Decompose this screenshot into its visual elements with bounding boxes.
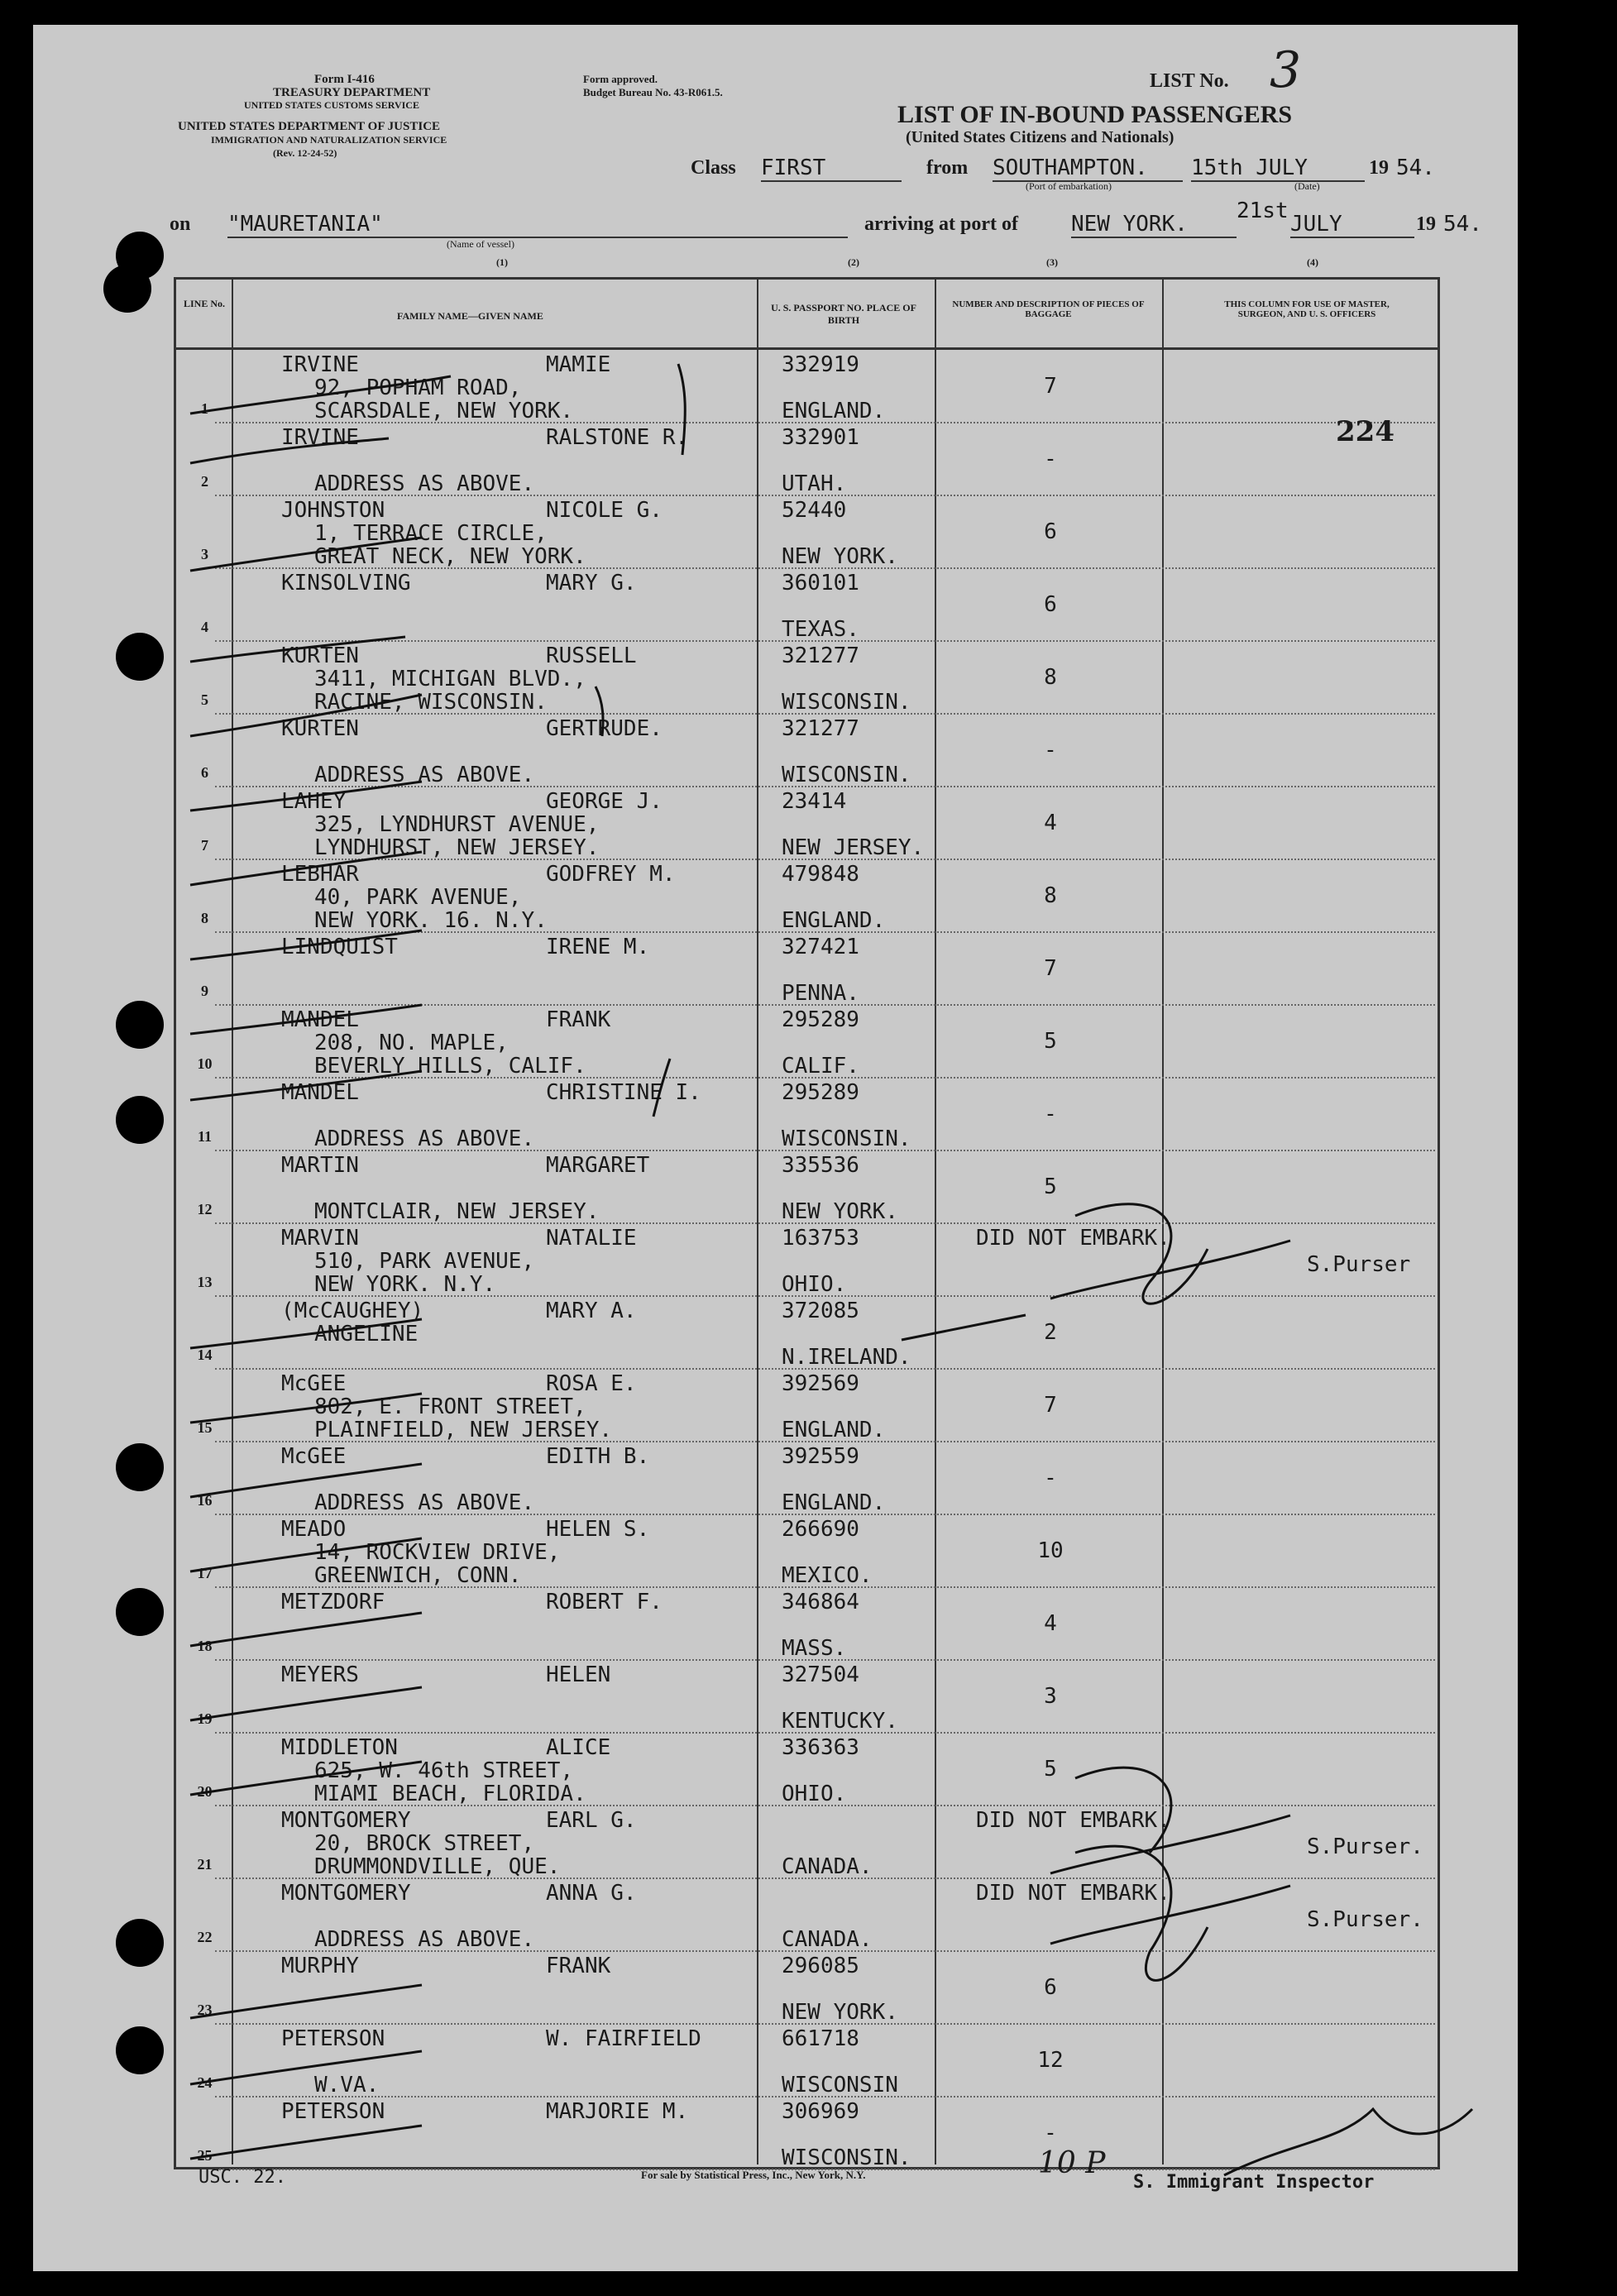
inspector-label: S. Immigrant Inspector	[1133, 2172, 1375, 2193]
arrival-port: NEW YORK.	[1071, 212, 1237, 238]
class-label: Class	[691, 157, 736, 179]
given-name: MARJORIE M.	[546, 2099, 689, 2124]
given-name: ALICE	[546, 1735, 611, 1760]
family-name: McGEE	[281, 1371, 347, 1396]
line-number: 7	[201, 837, 208, 854]
baggage-count: DID NOT EMBARK.	[976, 1881, 1170, 1906]
col-header-name: FAMILY NAME—GIVEN NAME	[397, 310, 543, 322]
column-number: (2)	[848, 256, 859, 268]
given-name: CHRISTINE I.	[546, 1080, 701, 1105]
check-mark	[190, 538, 422, 571]
baggage-count: DID NOT EMBARK.	[976, 1226, 1170, 1251]
passport-number: 346864	[782, 1590, 859, 1614]
address-line-2: MIAMI BEACH, FLORIDA.	[314, 1782, 586, 1806]
check-mark	[190, 1538, 422, 1571]
from-label: from	[926, 157, 969, 179]
address-line-1: 92, POPHAM ROAD,	[314, 375, 522, 400]
passport-number: 266690	[782, 1517, 859, 1542]
family-name: PETERSON	[281, 2099, 385, 2124]
place-of-birth: WISCONSIN.	[782, 763, 911, 787]
place-of-birth: KENTUCKY.	[782, 1709, 898, 1734]
place-of-birth: CANADA.	[782, 1927, 873, 1952]
class-value: FIRST	[761, 155, 902, 182]
port-caption: (Port of embarkation)	[1026, 180, 1112, 192]
address-line-2: GREENWICH, CONN.	[314, 1563, 522, 1588]
family-name: MARVIN	[281, 1226, 359, 1251]
address-line-2: GREAT NECK, NEW YORK.	[314, 544, 586, 569]
check-mark	[653, 1059, 670, 1117]
place-of-birth: NEW YORK.	[782, 2000, 898, 2025]
place-of-birth: NEW YORK.	[782, 544, 898, 569]
given-name: HELEN S.	[546, 1517, 650, 1542]
passport-number: 360101	[782, 571, 859, 596]
address-line-2: BEVERLY HILLS, CALIF.	[314, 1054, 586, 1079]
address-line-1: 208, NO. MAPLE,	[314, 1031, 509, 1055]
line-number: 11	[197, 1128, 212, 1145]
place-of-birth: WISCONSIN	[782, 2073, 898, 2097]
purser-signature	[1050, 1846, 1290, 1980]
revision: (Rev. 12-24-52)	[273, 147, 337, 159]
place-of-birth: WISCONSIN.	[782, 1126, 911, 1151]
place-of-birth: WISCONSIN.	[782, 690, 911, 715]
given-name: GEORGE J.	[546, 789, 663, 814]
document-title: LIST OF IN-BOUND PASSENGERS	[897, 101, 1293, 128]
form-code: USC. 22.	[199, 2167, 286, 2188]
given-name: NICOLE G.	[546, 498, 663, 523]
baggage-count: 7	[1044, 374, 1057, 399]
address-line-2: PLAINFIELD, NEW JERSEY.	[314, 1418, 613, 1442]
family-name: (McCAUGHEY)	[281, 1299, 424, 1323]
embark-date: 15th JULY	[1191, 155, 1365, 182]
line-number: 3	[201, 546, 208, 562]
purser-signature	[1050, 1204, 1290, 1303]
officer-note: S.Purser.	[1307, 1834, 1423, 1859]
check-mark	[190, 376, 451, 414]
family-name: IRVINE	[281, 352, 359, 377]
inspector-signature	[1224, 2109, 1472, 2175]
address-line-2: RACINE, WISCONSIN.	[314, 690, 548, 715]
line-number: 23	[197, 2002, 213, 2018]
given-name: IRENE M.	[546, 935, 650, 959]
check-mark	[190, 1319, 422, 1348]
passport-number: 23414	[782, 789, 847, 814]
place-of-birth: TEXAS.	[782, 617, 859, 642]
passport-number: 327504	[782, 1662, 859, 1687]
address-line-2: DRUMMONDVILLE, QUE.	[314, 1854, 561, 1879]
passport-number: 327421	[782, 935, 859, 959]
place-of-birth: UTAH.	[782, 471, 847, 496]
check-mark	[190, 438, 389, 463]
baggage-count: -	[1044, 1102, 1057, 1126]
baggage-count: -	[1044, 738, 1057, 763]
baggage-count: 8	[1044, 883, 1057, 908]
arrival-month: JULY	[1290, 212, 1414, 238]
family-name: LEBHAR	[281, 862, 359, 887]
passport-number: 321277	[782, 643, 859, 668]
given-name: ROBERT F.	[546, 1590, 663, 1614]
printer-credit: For sale by Statistical Press, Inc., New York, N.Y.	[641, 2169, 866, 2181]
address-line-1: 1, TERRACE CIRCLE,	[314, 521, 548, 546]
arrival-day: 21st	[1237, 199, 1289, 223]
baggage-count: 7	[1044, 1393, 1057, 1418]
form-approved: Form approved.	[583, 73, 658, 85]
baggage-count: -	[1044, 447, 1057, 471]
date-caption: (Date)	[1294, 180, 1320, 192]
check-mark	[190, 1687, 422, 1720]
passport-number: 52440	[782, 498, 847, 523]
address-line-1: 325, LYNDHURST AVENUE,	[314, 812, 600, 837]
line-number: 4	[201, 619, 208, 635]
family-name: MEADO	[281, 1517, 347, 1542]
document-subtitle: (United States Citizens and Nationals)	[906, 128, 1174, 146]
line-number: 6	[201, 764, 208, 781]
line-number: 21	[197, 1856, 213, 1873]
baggage-count: DID NOT EMBARK.	[976, 1808, 1170, 1833]
address-line-2: ADDRESS AS ABOVE.	[314, 1927, 535, 1952]
baggage-count: 5	[1044, 1174, 1057, 1199]
line-number: 1	[201, 400, 208, 417]
passport-number: 321277	[782, 716, 859, 741]
check-mark	[190, 2126, 422, 2159]
passport-number: 392559	[782, 1444, 859, 1469]
year-prefix: 19	[1369, 157, 1389, 179]
given-name: FRANK	[546, 1007, 611, 1032]
family-name: LAHEY	[281, 789, 347, 814]
list-label: LIST No.	[1150, 70, 1229, 92]
line-number: 9	[201, 983, 208, 999]
col-header-passport: U. S. PASSPORT NO. PLACE OF BIRTH	[771, 302, 916, 326]
address-line-2: NEW YORK. 16. N.Y.	[314, 908, 548, 933]
line-number: 10	[197, 1055, 213, 1072]
line-number: 25	[197, 2147, 213, 2164]
passport-number: 392569	[782, 1371, 859, 1396]
check-mark	[190, 782, 422, 811]
address-line-2: ADDRESS AS ABOVE.	[314, 1126, 535, 1151]
check-mark	[596, 686, 603, 736]
family-name: KURTEN	[281, 643, 359, 668]
column-number: (3)	[1046, 256, 1058, 268]
line-number: 20	[197, 1783, 213, 1800]
baggage-count: 10	[1037, 1538, 1064, 1563]
line-number: 18	[197, 1638, 213, 1654]
address-line-1: 510, PARK AVENUE,	[314, 1249, 535, 1274]
given-name: ANNA G.	[546, 1881, 637, 1906]
handwritten-note: 10 P	[1038, 2146, 1106, 2180]
customs-service: UNITED STATES CUSTOMS SERVICE	[244, 99, 419, 111]
baggage-count: 4	[1044, 811, 1057, 835]
place-of-birth: ENGLAND.	[782, 1418, 886, 1442]
passport-number: 372085	[782, 1299, 859, 1323]
place-of-birth: CANADA.	[782, 1854, 873, 1879]
check-mark	[190, 930, 422, 959]
family-name: IRVINE	[281, 425, 359, 450]
baggage-count: 6	[1044, 1975, 1057, 2000]
family-name: KINSOLVING	[281, 571, 411, 596]
check-mark	[190, 2051, 422, 2084]
justice-dept: UNITED STATES DEPARTMENT OF JUSTICE	[178, 120, 441, 133]
place-of-birth: ENGLAND.	[782, 399, 886, 423]
family-name: JOHNSTON	[281, 498, 385, 523]
family-name: PETERSON	[281, 2026, 385, 2051]
family-name: MURPHY	[281, 1954, 359, 1978]
line-number: 24	[197, 2074, 213, 2091]
officer-note: S.Purser.	[1307, 1907, 1423, 1932]
passport-number: 296085	[782, 1954, 859, 1978]
baggage-count: 12	[1037, 2048, 1064, 2073]
strike-line	[902, 1315, 1026, 1340]
check-mark	[678, 364, 685, 455]
line-number: 16	[197, 1492, 213, 1509]
address-line-2: W.VA.	[314, 2073, 380, 2097]
passport-number: 479848	[782, 862, 859, 887]
passport-number: 336363	[782, 1735, 859, 1760]
line-number: 2	[201, 473, 208, 490]
place-of-birth: ENGLAND.	[782, 908, 886, 933]
address-line-2: LYNDHURST, NEW JERSEY.	[314, 835, 600, 860]
port-embarkation: SOUTHAMPTON.	[993, 155, 1183, 182]
given-name: HELEN	[546, 1662, 611, 1687]
check-mark	[190, 1762, 422, 1795]
given-name: ROSA E.	[546, 1371, 637, 1396]
year-prefix: 19	[1416, 213, 1436, 235]
place-of-birth: MEXICO.	[782, 1563, 873, 1588]
place-of-birth: CALIF.	[782, 1054, 859, 1079]
budget-bureau: Budget Bureau No. 43-R061.5.	[583, 86, 723, 98]
arriving-label: arriving at port of	[864, 213, 1018, 235]
given-name: EDITH B.	[546, 1444, 650, 1469]
place-of-birth: PENNA.	[782, 981, 859, 1006]
family-name: MIDDLETON	[281, 1735, 398, 1760]
check-mark	[190, 1464, 422, 1497]
col-header-baggage: NUMBER AND DESCRIPTION OF PIECES OF BAGGAGE	[952, 299, 1145, 319]
family-name: MANDEL	[281, 1080, 359, 1105]
passport-number: 295289	[782, 1007, 859, 1032]
family-name: MARTIN	[281, 1153, 359, 1178]
line-number: 14	[197, 1347, 213, 1363]
column-number: (1)	[496, 256, 508, 268]
handwriting-overlay	[33, 25, 1518, 2271]
place-of-birth: ENGLAND.	[782, 1490, 886, 1515]
address-line-1: ANGELINE	[314, 1322, 419, 1347]
family-name: MONTGOMERY	[281, 1808, 411, 1833]
address-line-1: 802, E. FRONT STREET,	[314, 1394, 586, 1419]
passport-number: 295289	[782, 1080, 859, 1105]
form-number: Form I-416	[314, 73, 375, 86]
baggage-count: 3	[1044, 1684, 1057, 1709]
address-line-1: 3411, MICHIGAN BLVD.,	[314, 667, 586, 691]
line-number: 22	[197, 1929, 213, 1945]
purser-signature	[1050, 1767, 1290, 1873]
family-name: MEYERS	[281, 1662, 359, 1687]
baggage-count: -	[1044, 1466, 1057, 1490]
family-name: MONTGOMERY	[281, 1881, 411, 1906]
check-mark	[190, 1005, 422, 1034]
line-number: 8	[201, 910, 208, 926]
given-name: NATALIE	[546, 1226, 637, 1251]
place-of-birth: N.IRELAND.	[782, 1345, 911, 1370]
check-mark	[190, 1985, 422, 2018]
line-number: 19	[197, 1710, 213, 1727]
column-number: (4)	[1307, 256, 1318, 268]
address-line-1: 14, ROCKVIEW DRIVE,	[314, 1540, 561, 1565]
baggage-count: 5	[1044, 1757, 1057, 1782]
family-name: MANDEL	[281, 1007, 359, 1032]
address-line-2: ADDRESS AS ABOVE.	[314, 471, 535, 496]
given-name: MARGARET	[546, 1153, 650, 1178]
address-line-1: 625, W. 46th STREET,	[314, 1758, 574, 1783]
family-name: METZDORF	[281, 1590, 385, 1614]
passport-number: 661718	[782, 2026, 859, 2051]
list-number: 3	[1270, 41, 1302, 99]
treasury-dept: TREASURY DEPARTMENT	[273, 86, 431, 99]
address-line-2: ADDRESS AS ABOVE.	[314, 763, 535, 787]
officer-note: 224	[1336, 415, 1395, 448]
baggage-count: 6	[1044, 592, 1057, 617]
baggage-count: 2	[1044, 1320, 1057, 1345]
baggage-count: 8	[1044, 665, 1057, 690]
passport-number: 335536	[782, 1153, 859, 1178]
check-mark	[190, 1394, 422, 1423]
family-name: McGEE	[281, 1444, 347, 1469]
passport-number: 332919	[782, 352, 859, 377]
given-name: MAMIE	[546, 352, 611, 377]
vessel-name: "MAURETANIA"	[227, 212, 848, 238]
address-line-2: SCARSDALE, NEW YORK.	[314, 399, 574, 423]
address-line-2: MONTCLAIR, NEW JERSEY.	[314, 1199, 600, 1224]
immigration-service: IMMIGRATION AND NATURALIZATION SERVICE	[211, 134, 447, 146]
baggage-count: 4	[1044, 1611, 1057, 1636]
passport-number: 332901	[782, 425, 859, 450]
check-mark	[190, 695, 422, 736]
line-number: 12	[197, 1201, 213, 1217]
passport-number: 306969	[782, 2099, 859, 2124]
given-name: W. FAIRFIELD	[546, 2026, 701, 2051]
line-number: 15	[197, 1419, 213, 1436]
address-line-1: 20, BROCK STREET,	[314, 1831, 535, 1856]
address-line-1: 40, PARK AVENUE,	[314, 885, 522, 910]
place-of-birth: OHIO.	[782, 1782, 847, 1806]
passport-number: 163753	[782, 1226, 859, 1251]
arrival-year: 54.	[1443, 212, 1482, 237]
address-line-2: NEW YORK. N.Y.	[314, 1272, 496, 1297]
given-name: FRANK	[546, 1954, 611, 1978]
given-name: RALSTONE R.	[546, 425, 689, 450]
line-number: 5	[201, 691, 208, 708]
given-name: MARY A.	[546, 1299, 637, 1323]
col-header-officers: THIS COLUMN FOR USE OF MASTER, SURGEON, AND U. S. OFFICERS	[1224, 299, 1390, 319]
address-line-2: ADDRESS AS ABOVE.	[314, 1490, 535, 1515]
check-mark	[190, 637, 405, 662]
family-name: LINDQUIST	[281, 935, 398, 959]
place-of-birth: NEW JERSEY.	[782, 835, 925, 860]
line-number: 17	[197, 1565, 213, 1581]
check-mark	[190, 1613, 422, 1646]
embark-year: 54.	[1396, 155, 1435, 180]
place-of-birth: OHIO.	[782, 1272, 847, 1297]
check-mark	[190, 852, 422, 885]
baggage-count: 7	[1044, 956, 1057, 981]
place-of-birth: WISCONSIN.	[782, 2145, 911, 2170]
given-name: RUSSELL	[546, 643, 637, 668]
baggage-count: 5	[1044, 1029, 1057, 1054]
manifest-page	[33, 25, 1518, 2271]
place-of-birth: NEW YORK.	[782, 1199, 898, 1224]
vessel-caption: (Name of vessel)	[447, 238, 514, 250]
baggage-count: -	[1044, 2121, 1057, 2145]
given-name: EARL G.	[546, 1808, 637, 1833]
on-label: on	[170, 213, 191, 235]
officer-note: S.Purser	[1307, 1252, 1411, 1277]
given-name: GODFREY M.	[546, 862, 676, 887]
place-of-birth: MASS.	[782, 1636, 847, 1661]
baggage-count: 6	[1044, 519, 1057, 544]
line-number: 13	[197, 1274, 213, 1290]
given-name: MARY G.	[546, 571, 637, 596]
check-mark	[190, 1071, 422, 1100]
col-header-line: LINE No.	[183, 298, 225, 309]
family-name: KURTEN	[281, 716, 359, 741]
given-name: GERTRUDE.	[546, 716, 663, 741]
